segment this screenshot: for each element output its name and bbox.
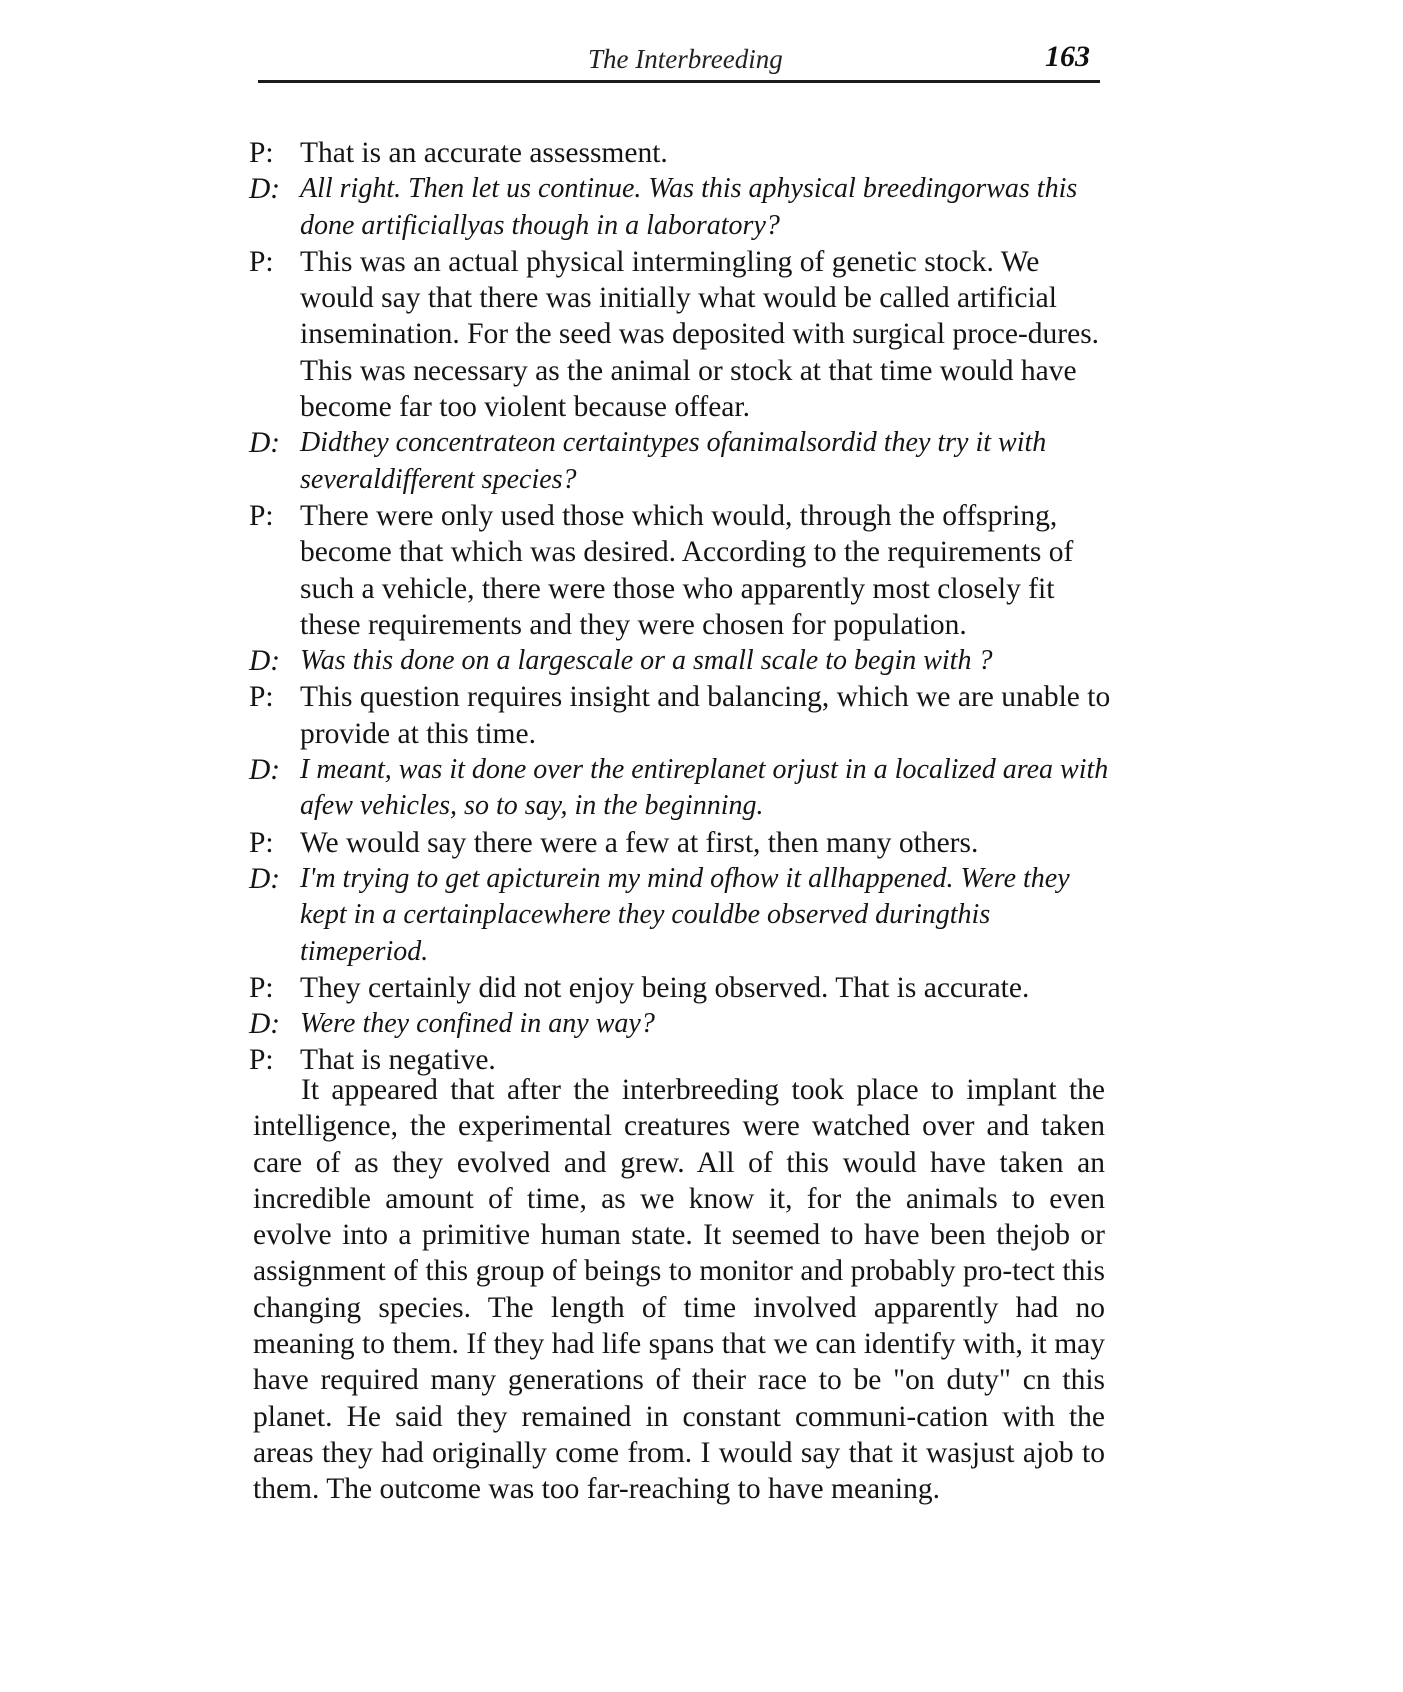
- speech-text: They certainly did not enjoy being observed. That is accurate.: [300, 971, 1030, 1004]
- speech-text: There were only used those which would, through the offspring, become that which was desired. According to the requirements of such a vehicle, there were those who apparently most closely fit these requirements and they were chosen for population.: [300, 499, 1074, 641]
- speaker-label: P:: [249, 245, 274, 278]
- dialogue-turn: [249, 752, 1119, 825]
- dialogue-transcript: [249, 135, 1119, 1079]
- speaker-label: D:: [249, 862, 281, 895]
- dialogue-turn: [249, 425, 1119, 498]
- speech-text: Was this done on a largescale or a small scale to begin with ?: [300, 645, 993, 677]
- speaker-label: D:: [249, 754, 281, 787]
- speaker-label: P:: [249, 971, 274, 1004]
- speech-text: That is negative.: [300, 1044, 496, 1077]
- speech-text: This was an actual physical intermingling of genetic stock. We would say that there was initially what would be called artificial insemination. For the seed was deposited with surgical proce-dures. This was necessary as the animal or stock at that time would have become far too violent because offear.: [300, 245, 1100, 424]
- speaker-label: P:: [249, 137, 274, 169]
- speech-text: That is an accurate assessment.: [300, 137, 668, 169]
- dialogue-turn: [249, 970, 1119, 1006]
- speaker-label: P:: [249, 1044, 274, 1077]
- page-number: 163: [1045, 40, 1090, 73]
- speaker-label: P:: [249, 681, 274, 714]
- running-header: [258, 40, 1100, 83]
- dialogue-turn: [249, 171, 1119, 244]
- speaker-label: D:: [249, 427, 281, 460]
- dialogue-turn: [249, 498, 1119, 643]
- running-title: The Interbreeding: [588, 44, 783, 74]
- speaker-label: P:: [249, 499, 274, 532]
- dialogue-turn: [249, 643, 1119, 679]
- dialogue-turn: [249, 679, 1119, 752]
- dialogue-turn: [249, 1006, 1119, 1042]
- body-paragraph: It appeared that after the interbreeding took place to implant the intelligence, the experimental creatures were watched over and taken care of as they evolved and grew. All of this would have taken an incredible amount of time, as we know it, for the animals to even evolve into a primitive human state. It seemed to have been thejob or assignment of this group of beings to monitor and probably pro-tect this changing species. The length of time involved apparently had no meaning to them. If they had life spans that we can identify with, it may have required many generations of their race to be "on duty" cn this planet. He said they remained in constant communi-cation with the areas they had originally come from. I would say that it wasjust ajob to them. The outcome was too far-reaching to have meaning.: [253, 1074, 1105, 1506]
- speech-text: We would say there were a few at first, then many others.: [300, 826, 979, 859]
- speech-text: I meant, was it done over the entireplanet orjust in a localized area with afew vehicles, so to say, in the beginning.: [300, 754, 1109, 822]
- dialogue-turn: [249, 244, 1119, 425]
- speech-text: Were they confined in any way?: [300, 1008, 655, 1040]
- speaker-label: D:: [249, 1008, 281, 1041]
- dialogue-turn: [249, 861, 1119, 970]
- speech-text: I'm trying to get apicturein my mind ofhow it allhappened. Were they kept in a certainplacewhere they couldbe observed duringthis timeperiod.: [300, 862, 1070, 967]
- speaker-label: D:: [249, 645, 281, 678]
- speech-text: This question requires insight and balancing, which we are unable to provide at this time.: [300, 681, 1111, 750]
- dialogue-turn: [249, 135, 1119, 171]
- speech-text: Didthey concentrateon certaintypes ofanimalsordid they try it with severaldifferent species?: [300, 427, 1047, 495]
- speaker-label: D:: [249, 173, 281, 206]
- dialogue-turn: [249, 825, 1119, 861]
- speech-text: All right. Then let us continue. Was this aphysical breedingorwas this done artificiallyas though in a laboratory?: [300, 173, 1078, 241]
- speaker-label: P:: [249, 826, 274, 859]
